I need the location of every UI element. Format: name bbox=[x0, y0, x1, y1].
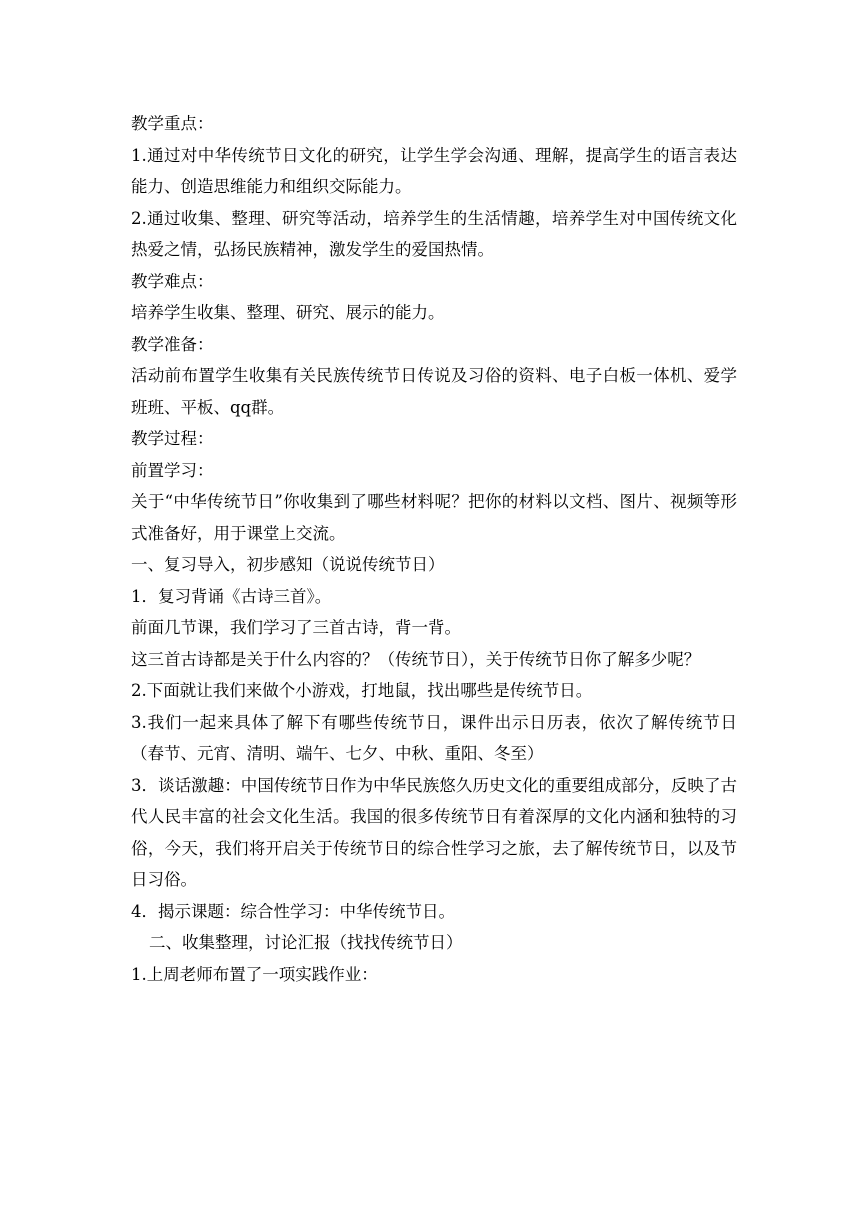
heading-teaching-process: 教学过程： bbox=[131, 429, 214, 448]
preparation-text: 活动前布置学生收集有关民族传统节日传说及习俗的资料、电子白板一体机、爱学班班、平板、qq群。 bbox=[131, 366, 737, 417]
section-1-item-3a: 3.我们一起来具体了解下有哪些传统节日，课件出示日历表，依次了解传统节日（春节、元宵、清明、端午、七夕、中秋、重阳、冬至） bbox=[131, 712, 737, 763]
difficulty-text: 培养学生收集、整理、研究、展示的能力。 bbox=[131, 303, 445, 322]
section-1-item-3b: 3．谈话激趣：中国传统节日作为中华民族悠久历史文化的重要组成部分，反映了古代人民丰富的社会文化生活。我国的很多传统节日有着深厚的文化内涵和独特的习俗，今天，我们将开启关于传统节日的综合性学习之旅，去了解传统节日，以及节日习俗。 bbox=[131, 775, 737, 889]
section-2-heading: 二、收集整理，讨论汇报（找找传统节日） bbox=[149, 933, 463, 952]
section-1-item-1: 1．复习背诵《古诗三首》。 bbox=[131, 586, 332, 606]
focus-item-1: 1.通过对中华传统节日文化的研究，让学生学会沟通、理解，提高学生的语言表达能力、创造思维能力和组织交际能力。 bbox=[131, 145, 737, 196]
section-1-text-1: 前面几节课，我们学习了三首古诗，背一背。 bbox=[131, 618, 461, 637]
heading-teaching-focus: 教学重点： bbox=[131, 114, 214, 133]
section-1-heading: 一、复习导入，初步感知（说说传统节日） bbox=[131, 555, 445, 574]
section-2-item-1: 1.上周老师布置了一项实践作业： bbox=[131, 964, 378, 984]
section-1-item-2: 2.下面就让我们来做个小游戏，打地鼠，找出哪些是传统节日。 bbox=[131, 681, 593, 700]
heading-pre-study: 前置学习： bbox=[131, 460, 214, 480]
heading-teaching-preparation: 教学准备： bbox=[131, 334, 214, 354]
pre-study-text: 关于“中华传统节日”你收集到了哪些材料呢？把你的材料以文档、图片、视频等形式准备好，用于课堂上交流。 bbox=[131, 492, 737, 543]
section-1-text-2: 这三首古诗都是关于什么内容的？（传统节日），关于传统节日你了解多少呢？ bbox=[131, 649, 701, 669]
heading-teaching-difficulty: 教学难点： bbox=[131, 271, 214, 291]
focus-item-2: 2.通过收集、整理、研究等活动，培养学生的生活情趣，培养学生对中国传统文化热爱之情，弘扬民族精神，激发学生的爱国热情。 bbox=[131, 208, 737, 259]
section-1-item-4: 4．揭示课题：综合性学习：中华传统节日。 bbox=[131, 901, 455, 921]
document-body bbox=[131, 108, 737, 990]
